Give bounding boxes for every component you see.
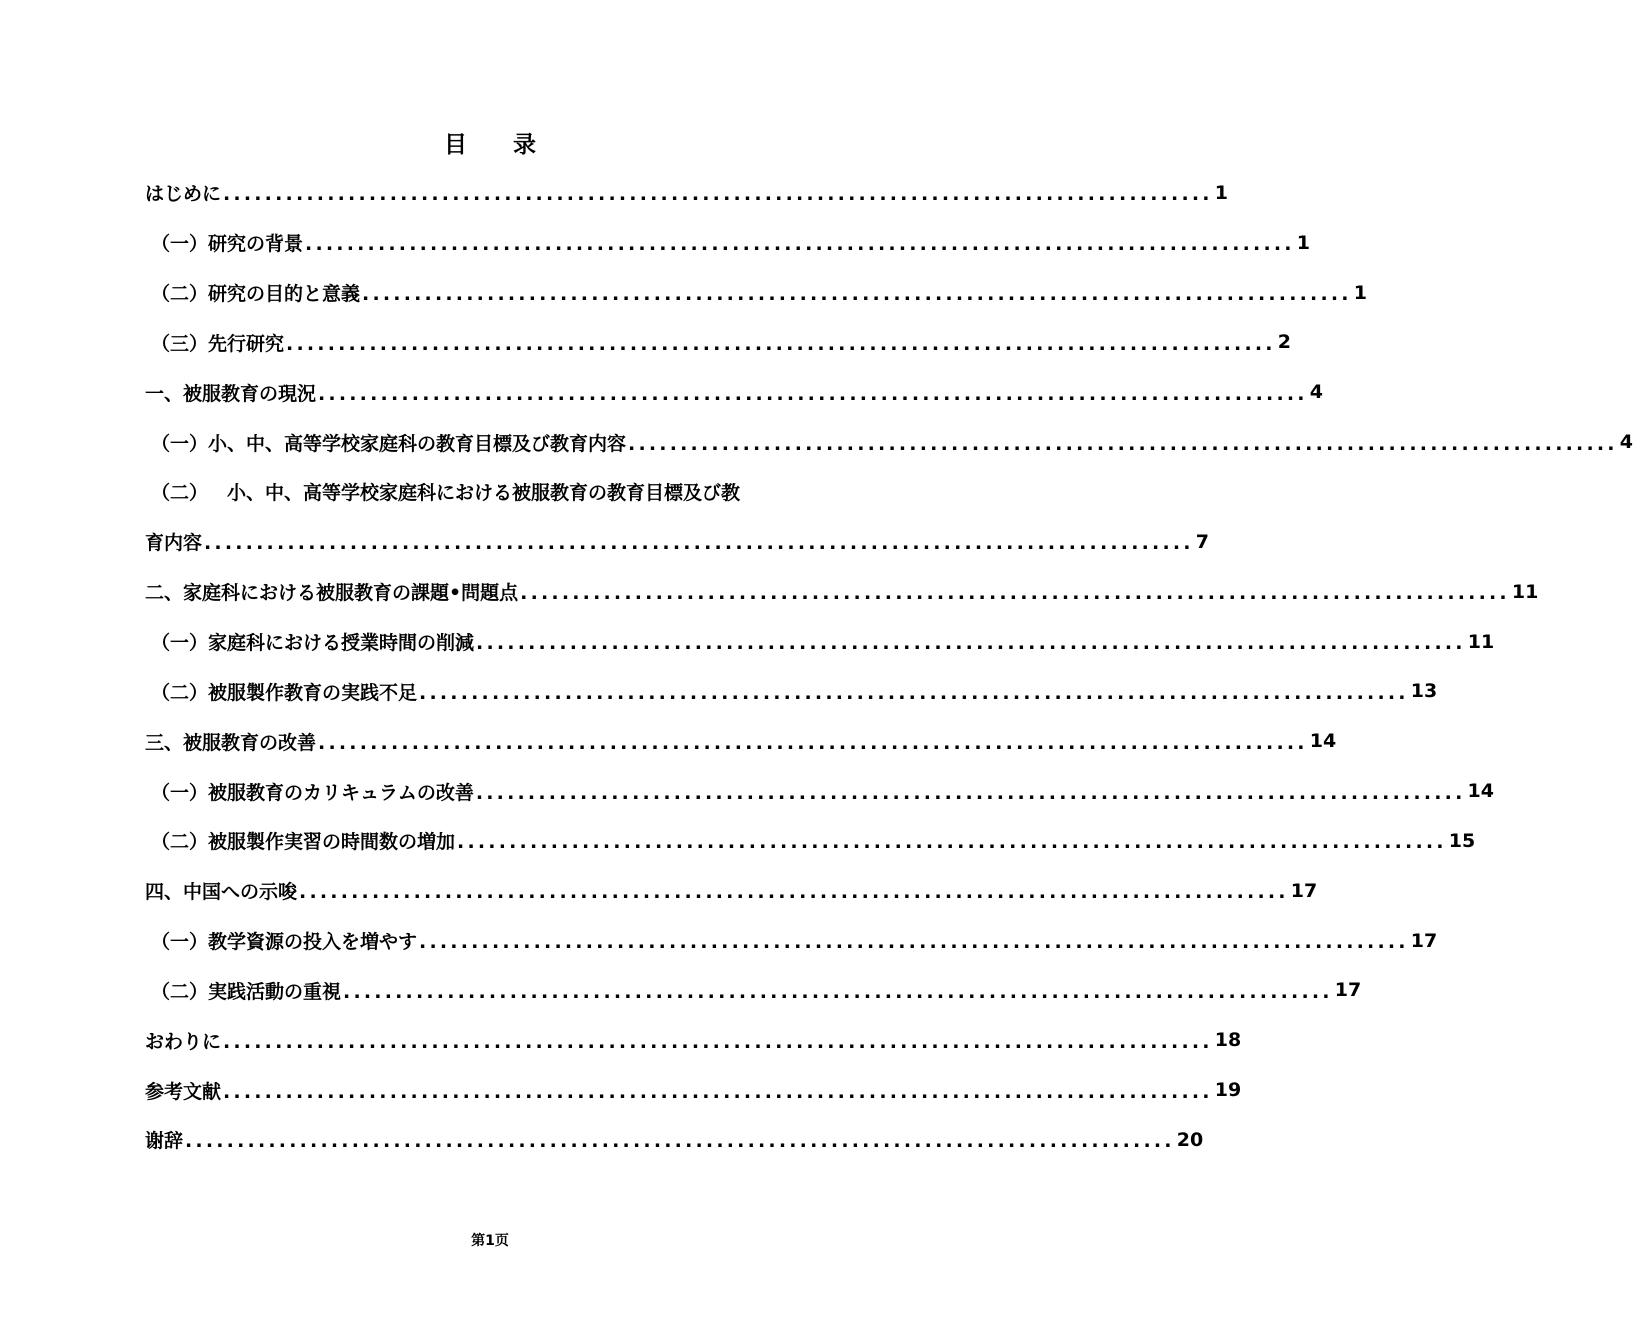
toc-entry-label: 教学資源の投入を増やす <box>208 931 418 954</box>
toc-entry-prefix: 四、 <box>145 881 184 904</box>
page-title: 目 录 <box>444 132 536 158</box>
toc-entry[interactable] <box>145 268 1367 318</box>
toc-entry[interactable] <box>145 617 1495 667</box>
toc-entry-prefix: （一） <box>151 432 209 455</box>
toc-entry-page: 17 <box>1334 979 1362 1002</box>
toc-entry-page: 20 <box>1176 1128 1204 1151</box>
toc-entry[interactable] <box>145 666 1438 716</box>
toc-leader: ............................................................................................... <box>520 582 1510 605</box>
toc-entry-label: 実践活動の重視 <box>208 980 342 1003</box>
toc-entry[interactable] <box>145 866 1318 916</box>
toc-entry-page: 14 <box>1467 780 1494 803</box>
toc-entry[interactable] <box>145 816 1476 866</box>
toc-entry[interactable] <box>145 567 1539 617</box>
toc-entry-label: 一、被服教育の現況 <box>145 382 317 405</box>
toc-entry[interactable] <box>145 916 1438 966</box>
toc-entry[interactable] <box>145 367 1323 417</box>
toc-leader: ............................................................................................... <box>204 532 1194 555</box>
toc-leader: ............................................................................................... <box>318 382 1308 405</box>
toc-entry-page: 11 <box>1467 630 1495 653</box>
toc-entry[interactable] <box>145 417 1633 467</box>
toc-entry-page: 14 <box>1309 730 1337 753</box>
toc-entry-label: 参考文献 <box>145 1080 222 1103</box>
toc-entry-label: 研究の目的と意義 <box>208 283 361 306</box>
toc-leader: ............................................................................................... <box>419 931 1409 954</box>
toc-entry[interactable] <box>145 1015 1242 1065</box>
toc-entry[interactable] <box>145 1065 1242 1115</box>
toc-entry-page: 2 <box>1277 331 1291 354</box>
toc-entry-label: 家庭科における授業時間の削減 <box>208 632 475 655</box>
table-of-contents <box>145 168 1633 1165</box>
toc-entry-page: 19 <box>1214 1079 1242 1102</box>
toc-leader: ............................................................................................... <box>223 1030 1213 1053</box>
toc-entry-prefix: （二） <box>151 283 209 306</box>
toc-entry[interactable] <box>145 467 837 517</box>
toc-entry[interactable] <box>145 517 1209 567</box>
toc-entry-label: 被服製作教育の実践不足 <box>208 681 418 704</box>
toc-entry-label: 被服製作実習の時間数の増加 <box>208 831 456 854</box>
toc-entry-page: 18 <box>1214 1029 1242 1052</box>
toc-entry-page: 11 <box>1511 580 1539 603</box>
toc-leader: ............................................................................................... <box>223 1080 1213 1103</box>
toc-entry-label: 中国への示唆 <box>183 881 298 904</box>
toc-entry-page: 17 <box>1410 929 1438 952</box>
toc-leader: ............................................................................................... <box>185 1130 1175 1153</box>
toc-entry-page: 4 <box>1619 431 1633 454</box>
toc-entry-label: 谢辞 <box>145 1130 184 1153</box>
toc-entry-label: 小、中、高等学校家庭科の教育目標及び教育内容 <box>208 432 627 455</box>
toc-leader: ............................................................................................... <box>475 781 1466 804</box>
toc-entry-label: 被服教育の改善 <box>183 731 317 754</box>
toc-entry[interactable] <box>145 716 1337 766</box>
toc-entry-label: 二、家庭科における被服教育の課題•問題点 <box>145 582 519 605</box>
toc-entry-prefix: （二） <box>151 831 209 854</box>
toc-leader: ............................................................................................... <box>305 233 1295 256</box>
toc-entry-label: おわりに <box>145 1030 222 1053</box>
toc-entry-page: 1 <box>1296 231 1310 254</box>
toc-entry-prefix: （一） <box>151 931 209 954</box>
toc-entry-prefix: （一） <box>151 632 209 655</box>
toc-entry[interactable] <box>145 318 1291 368</box>
toc-leader: ............................................................................................... <box>419 681 1409 704</box>
toc-entry[interactable] <box>145 218 1310 268</box>
toc-entry-page: 1 <box>1214 181 1228 204</box>
toc-entry-label: 研究の背景 <box>208 233 304 256</box>
toc-entry-page: 15 <box>1448 829 1476 852</box>
toc-entry-prefix: （二） <box>151 980 209 1003</box>
toc-entry[interactable] <box>145 168 1228 218</box>
toc-entry-label: 育内容 <box>145 532 203 555</box>
toc-leader: ............................................................................................... <box>476 632 1466 655</box>
toc-entry[interactable] <box>145 1115 1204 1165</box>
toc-entry-prefix: （三） <box>151 332 209 355</box>
toc-leader: ............................................................................................... <box>286 332 1276 355</box>
toc-leader: ............................................................................................... <box>343 980 1333 1003</box>
toc-entry-prefix: （一） <box>151 781 209 804</box>
toc-entry-page: 1 <box>1353 281 1367 304</box>
toc-leader: ............................................................................................... <box>318 731 1308 754</box>
toc-entry-page: 7 <box>1195 530 1209 553</box>
toc-entry-page: 13 <box>1410 680 1438 703</box>
toc-leader: ............................................................................................... <box>362 283 1352 306</box>
toc-leader: ............................................................................................... <box>223 183 1213 206</box>
toc-entry-prefix: （二） <box>151 482 209 505</box>
toc-entry-label: 小、中、高等学校家庭科における被服教育の教育目標及び教 <box>227 482 741 505</box>
toc-entry-page: 17 <box>1290 879 1318 902</box>
page-footer: 第1页 <box>471 1233 509 1249</box>
toc-entry[interactable] <box>145 966 1362 1016</box>
toc-leader: ............................................................................................... <box>628 432 1618 455</box>
toc-entry-label: 先行研究 <box>208 332 285 355</box>
toc-leader: ............................................................................................... <box>457 831 1447 854</box>
toc-entry-prefix: 三、 <box>145 731 184 754</box>
toc-entry[interactable] <box>145 766 1494 816</box>
toc-entry-prefix: （一） <box>151 233 209 256</box>
toc-entry-label: 被服教育のカリキュラムの改善 <box>208 781 474 804</box>
toc-entry-prefix: （二） <box>151 681 209 704</box>
toc-entry-page: 4 <box>1309 381 1323 404</box>
toc-leader: ............................................................................................... <box>299 881 1289 904</box>
toc-entry-label: はじめに <box>145 183 222 206</box>
